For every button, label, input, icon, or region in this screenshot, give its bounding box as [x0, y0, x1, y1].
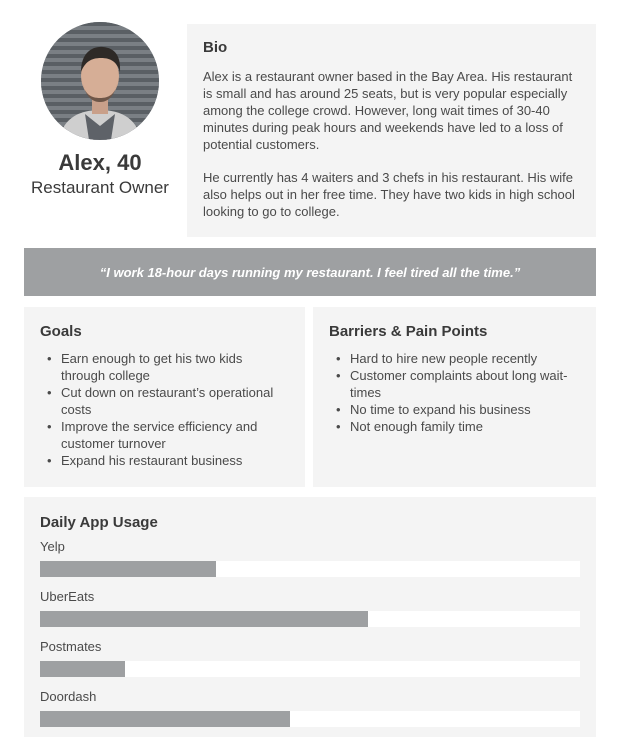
list-item: • Improve the service efficiency and customer turnover — [61, 418, 289, 452]
avatar-photo — [41, 22, 159, 140]
bio-title: Bio — [203, 39, 228, 56]
usage-bar-track — [40, 661, 580, 677]
usage-bar-fill — [40, 611, 368, 627]
usage-bar-track — [40, 611, 580, 627]
persona-role: Restaurant Owner — [31, 178, 169, 197]
barriers-list — [329, 350, 580, 435]
goals-card — [24, 307, 305, 487]
quote-banner — [24, 248, 596, 296]
list-item: • Expand his restaurant business — [61, 452, 289, 469]
list-item: • No time to expand his business — [350, 401, 580, 418]
list-item: • Customer complaints about long wait-times — [350, 367, 580, 401]
quote-text: “I work 18-hour days running my restaurant. I feel tired all the time.” — [99, 264, 521, 280]
usage-bar-fill — [40, 661, 125, 677]
bio-paragraph-1: Alex is a restaurant owner based in the Bay Area. His restaurant is small and has around 25 seats, but is very popular especially among the college crowd. However, long wait times of 30-40 minutes during peak hours and weekends have led to a loss of potential customers. — [203, 69, 573, 152]
persona-profile — [0, 22, 200, 198]
app-label: Doordash — [40, 689, 97, 704]
avatar — [41, 22, 159, 140]
app-label: Postmates — [40, 639, 102, 654]
app-label: Yelp — [40, 539, 65, 554]
barriers-card — [313, 307, 596, 487]
app-label: UberEats — [40, 589, 95, 604]
persona-name: Alex, 40 — [58, 150, 142, 175]
goals-title: Goals — [40, 323, 82, 340]
app-usage-card — [24, 497, 596, 737]
usage-bar-track — [40, 711, 580, 727]
list-item: • Not enough family time — [350, 418, 580, 435]
app-usage-row-ubereats — [40, 589, 580, 627]
list-item: • Cut down on restaurant’s operational costs — [61, 384, 289, 418]
barriers-title: Barriers & Pain Points — [329, 323, 488, 340]
usage-bar-fill — [40, 711, 290, 727]
goals-list — [40, 350, 289, 469]
list-item: • Hard to hire new people recently — [350, 350, 580, 367]
app-usage-row-yelp — [40, 539, 580, 577]
bio-card — [187, 24, 596, 237]
app-usage-row-doordash — [40, 689, 580, 727]
list-item: • Earn enough to get his two kids through college — [61, 350, 289, 384]
app-usage-row-postmates — [40, 639, 580, 677]
usage-bar-track — [40, 561, 580, 577]
bio-paragraph-2: He currently has 4 waiters and 3 chefs in his restaurant. His wife also helps out in her free time. They have two kids in high school looking to go to college. — [203, 170, 575, 219]
usage-bar-fill — [40, 561, 216, 577]
app-usage-title: Daily App Usage — [40, 514, 158, 531]
